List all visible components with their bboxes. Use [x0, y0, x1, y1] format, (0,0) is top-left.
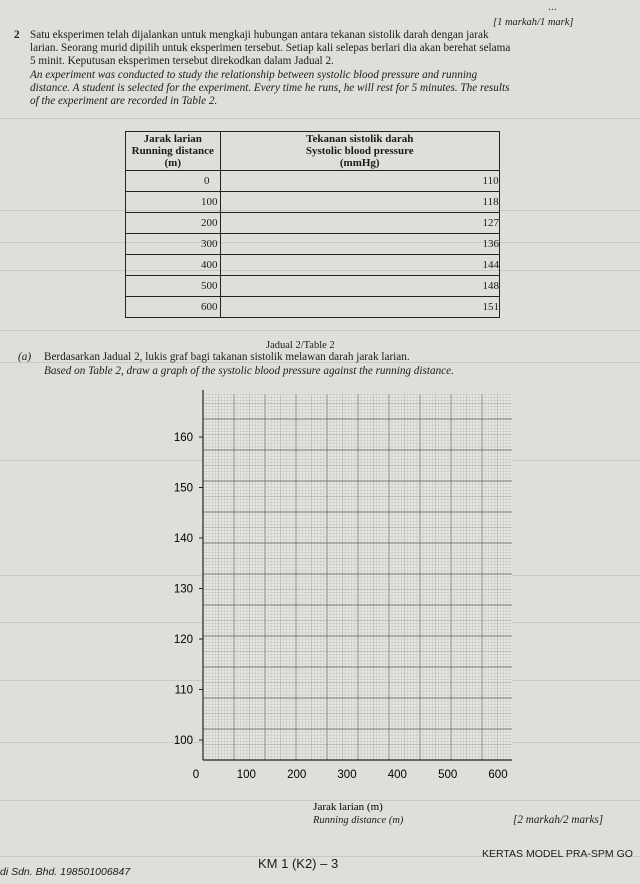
x-tick-label: 500 [438, 769, 458, 781]
distance-cell: 100 [126, 192, 221, 213]
distance-cell: 0 [126, 171, 221, 192]
table-row [126, 276, 500, 297]
footer-publisher: di Sdn. Bhd. 198501006847 [0, 866, 131, 878]
pressure-cell: 148 [220, 276, 500, 297]
marks-a: [2 markah/2 marks] [513, 814, 604, 826]
pressure-header [220, 132, 500, 171]
x-axis-label-english: Running distance (m) [313, 815, 404, 826]
x-tick-label: 200 [287, 769, 307, 781]
y-tick-label: 100 [173, 735, 193, 747]
part-a-label: (a) [18, 351, 32, 363]
distance-cell: 600 [126, 297, 221, 318]
pressure-header-malay: Tekanan sistolik darah [306, 133, 414, 145]
distance-header-english: Running distance (m) [131, 145, 214, 169]
table-row [126, 234, 500, 255]
table-caption: Jadual 2/Table 2 [266, 340, 335, 351]
table-row [126, 213, 500, 234]
malay-intro-line: 5 minit. Keputusan eksperimen tersebut direkodkan dalam Jadual 2. [30, 55, 334, 67]
pressure-cell: 118 [220, 192, 500, 213]
y-tick-label: 140 [173, 533, 193, 545]
top-scribble: ... [548, 0, 557, 13]
english-intro [30, 69, 620, 108]
pressure-cell: 151 [220, 297, 500, 318]
pressure-cell: 144 [220, 255, 500, 276]
y-tick-label: 120 [173, 634, 193, 646]
table-row [126, 297, 500, 318]
table-row [126, 171, 500, 192]
distance-cell: 400 [126, 255, 221, 276]
pressure-cell: 127 [220, 213, 500, 234]
results-table [125, 131, 500, 318]
part-a-malay: Berdasarkan Jadual 2, lukis graf bagi takanan sistolik melawan darah jarak larian. [44, 351, 410, 363]
footer-paper-title: KERTAS MODEL PRA-SPM GO [482, 848, 633, 860]
part-a-english: Based on Table 2, draw a graph of the systolic blood pressure against the running distance. [44, 365, 454, 377]
distance-cell: 500 [126, 276, 221, 297]
y-tick-label: 150 [173, 482, 193, 495]
x-tick-label: 100 [236, 769, 256, 781]
pressure-header-english: Systolic blood pressure [305, 145, 414, 157]
pressure-cell: 110 [220, 171, 500, 192]
malay-intro [30, 29, 610, 68]
x-tick-label: 300 [337, 769, 357, 781]
marks-top: [1 markah/1 mark] [493, 17, 574, 28]
table-row [126, 255, 500, 276]
graph-grid [203, 394, 512, 760]
table-row [126, 192, 500, 213]
x-tick-label: 600 [488, 769, 508, 781]
distance-cell: 300 [126, 234, 221, 255]
distance-header [126, 132, 221, 171]
distance-header-malay: Jarak larian [143, 133, 202, 145]
pressure-header-unit: (mmHg) [339, 157, 380, 169]
english-intro-line: An experiment was conducted to study the relationship between systolic blood pressure and running [30, 69, 478, 81]
x-axis-label: Jarak larian (m) [313, 801, 383, 813]
malay-intro-line: larian. Seorang murid dipilih untuk eksperimen tersebut. Setiap kali selepas berlari dia akan berehat selama [30, 42, 511, 54]
malay-intro-line: Satu eksperimen telah dijalankan untuk mengkaji hubungan antara tekanan sistolik darah dengan jarak [30, 29, 489, 41]
y-tick-label: 110 [174, 684, 193, 697]
english-intro-line: distance. A student is selected for the experiment. Every time he runs, he will rest for 5 minutes. The results [30, 82, 510, 94]
pressure-cell: 136 [220, 234, 500, 255]
footer-paper-code: KM 1 (K2) – 3 [258, 856, 339, 871]
distance-cell: 200 [126, 213, 221, 234]
y-tick-label: 160 [173, 432, 193, 444]
graph-paper-chart [0, 380, 640, 820]
english-intro-line: of the experiment are recorded in Table 2. [30, 95, 218, 107]
table-header-row [126, 132, 500, 171]
y-tick-label: 130 [173, 583, 193, 596]
question-number: 2 [14, 29, 20, 41]
x-tick-label: 0 [192, 769, 200, 781]
x-tick-label: 400 [387, 769, 407, 781]
